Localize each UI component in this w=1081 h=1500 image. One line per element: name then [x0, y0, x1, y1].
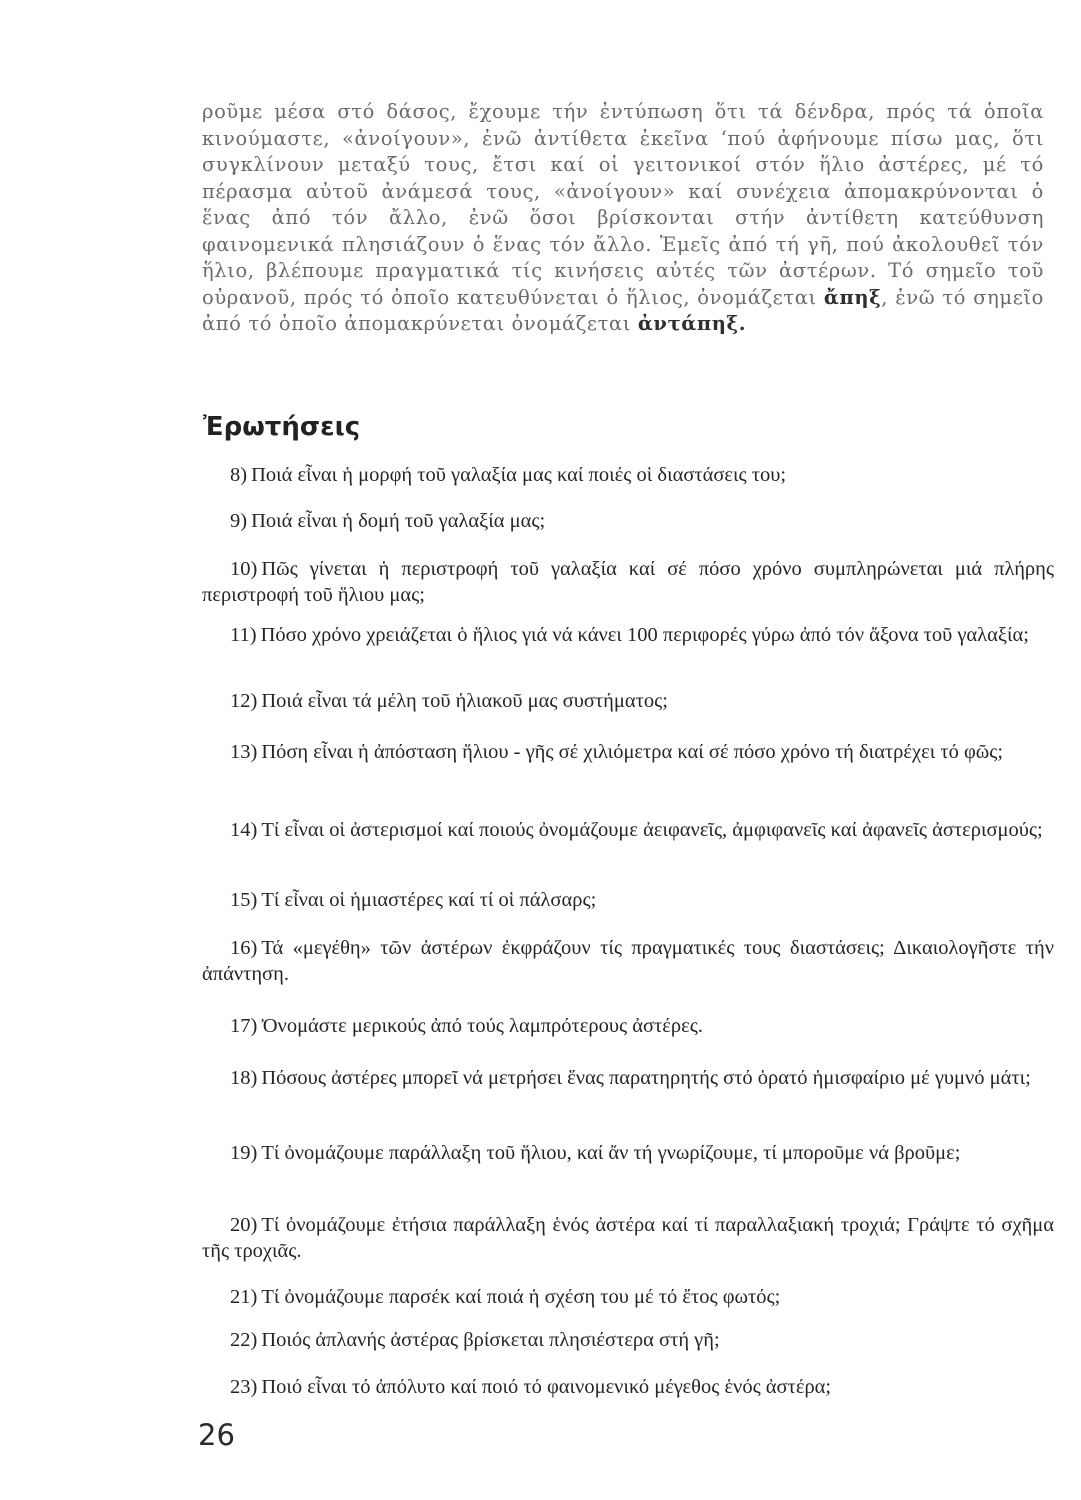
question-text: Πόσους ἀστέρες μπορεῖ νά μετρήσει ἕνας παρατηρητής στό ὁρατό ἡμισφαίριο μέ γυμνό μάτι; [261, 1067, 1031, 1089]
question-text: Ὀνομάστε μερικούς ἀπό τούς λαμπρότερους ἀστέρες. [261, 1015, 703, 1037]
question-number: 22) [230, 1329, 258, 1351]
question-text: Ποιό εἶναι τό ἀπόλυτο καί ποιό τό φαινομενικό μέγεθος ἑνός ἀστέρα; [261, 1376, 832, 1398]
question-number: 14) [230, 819, 258, 841]
question-item [202, 739, 1054, 765]
question-number: 15) [230, 889, 258, 911]
intro-term-antapex: ἀντάπηξ. [637, 312, 747, 335]
question-item [202, 887, 1054, 913]
question-text: Ποιά εἶναι ἡ δομή τοῦ γαλαξία μας; [251, 510, 546, 532]
question-item [202, 462, 1054, 488]
question-item [202, 688, 1054, 714]
question-item [202, 556, 1054, 608]
question-text: Ποιά εἶναι ἡ μορφή τοῦ γαλαξία μας καί ποιές οἱ διαστάσεις του; [251, 464, 787, 486]
question-number: 10) [230, 558, 258, 580]
question-text: Πόσο χρόνο χρειάζεται ὁ ἥλιος γιά νά κάνει 100 περιφορές γύρω ἀπό τόν ἄξονα τοῦ γαλαξία; [260, 624, 1029, 646]
question-text: Τά «μεγέθη» τῶν ἀστέρων ἐκφράζουν τίς πραγματικές τους διαστάσεις; Δικαιολογῆστε τήν ἀπάντηση. [202, 937, 1054, 985]
question-item [202, 1140, 1054, 1166]
question-item [202, 1284, 1054, 1310]
question-text: Τί ὀνομάζουμε ἐτήσια παράλλαξη ἑνός ἀστέρα καί τί παραλλαξιακή τροχιά; Γράψτε τό σχῆμα τῆς τροχιᾶς. [202, 1214, 1054, 1262]
question-number: 16) [230, 937, 258, 959]
question-text: Τί ὀνομάζουμε παρσέκ καί ποιά ἡ σχέση του μέ τό ἔτος φωτός; [261, 1286, 781, 1308]
question-number: 9) [230, 510, 248, 532]
page-number: 26 [198, 1418, 235, 1452]
question-text: Τί ὀνομάζουμε παράλλαξη τοῦ ἥλιου, καί ἄν τή γνωρίζουμε, τί μποροῦμε νά βροῦμε; [261, 1142, 961, 1164]
question-item [202, 1327, 1054, 1353]
question-number: 20) [230, 1214, 258, 1236]
question-item [202, 1212, 1054, 1264]
intro-text-part1: ροῦμε μέσα στό δάσος, ἔχουμε τήν ἐντύπωση ὅτι τά δένδρα, πρός τά ὁποῖα κινούμαστε, «ἀνοίγουν», ἐνῶ ἀντίθετα ἐκεῖνα ‘πού ἀφήνουμε πίσω μας, ὅτι συγκλίνουν μεταξύ τους, ἔτσι καί οἱ γειτονικοί στόν ἥλιο ἀστέρες, μέ τό πέρασμα αὐτοῦ ἀνάμεσά τους, «ἀνοίγουν» καί συνέχεια ἀπομακρύνονται ὁ ἕνας ἀπό τόν ἄλλο, ἐνῶ ὅσοι βρίσκονται στήν ἀντίθετη κατεύθυνση φαινομενικά πλησιάζουν ὁ ἕνας τόν ἄλλο. Ἐμεῖς ἀπό τή γῆ, πού ἀκολουθεῖ τόν ἥλιο, βλέπουμε πραγματικά τίς κινήσεις αὐτές τῶν ἀστέρων. Τό σημεῖο τοῦ οὐρανοῦ, πρός τό ὁποῖο κατευθύνεται ὁ ἥλιος, ὀνομάζεται [202, 100, 1044, 309]
question-number: 19) [230, 1142, 258, 1164]
question-number: 21) [230, 1286, 258, 1308]
question-item [202, 508, 1054, 534]
question-text: Τί εἶναι οἱ ἡμιαστέρες καί τί οἱ πάλσαρς; [261, 889, 597, 911]
intro-term-apex: ἄπηξ [823, 285, 882, 309]
question-number: 12) [230, 690, 258, 712]
question-text: Τί εἶναι οἱ ἀστερισμοί καί ποιούς ὀνομάζουμε ἀειφανεῖς, ἀμφιφανεῖς καί ἀφανεῖς ἀστερισμούς; [261, 819, 1043, 841]
question-number: 11) [230, 624, 257, 646]
question-number: 17) [230, 1015, 258, 1037]
question-item [202, 817, 1054, 843]
question-number: 23) [230, 1376, 258, 1398]
question-number: 8) [230, 464, 248, 486]
intro-text-part2: , ἐνῶ τό σημεῖο ἀπό τό ὁποῖο ἀπομακρύνεται ὀνομάζεται [202, 285, 1044, 335]
section-heading: Ἐρωτήσεις [203, 412, 361, 442]
question-text: Ποιός ἀπλανής ἀστέρας βρίσκεται πλησιέστερα στή γῆ; [261, 1329, 720, 1351]
question-item [202, 1013, 1054, 1039]
question-number: 18) [230, 1067, 258, 1089]
question-text: Πῶς γίνεται ἡ περιστροφή τοῦ γαλαξία καί σέ πόσο χρόνο συμπληρώνεται μιά πλήρης περιστροφή τοῦ ἥλιου μας; [202, 558, 1054, 606]
question-number: 13) [230, 741, 258, 763]
question-item [202, 1065, 1054, 1091]
question-item [202, 622, 1054, 648]
question-text: Πόση εἶναι ἡ ἀπόσταση ἥλιου - γῆς σέ χιλιόμετρα καί σέ πόσο χρόνο τή διατρέχει τό φῶς; [261, 741, 1004, 763]
question-item [202, 1374, 1054, 1400]
intro-paragraph [202, 99, 1044, 338]
question-item [202, 935, 1054, 987]
question-text: Ποιά εἶναι τά μέλη τοῦ ἡλιακοῦ μας συστήματος; [261, 690, 668, 712]
